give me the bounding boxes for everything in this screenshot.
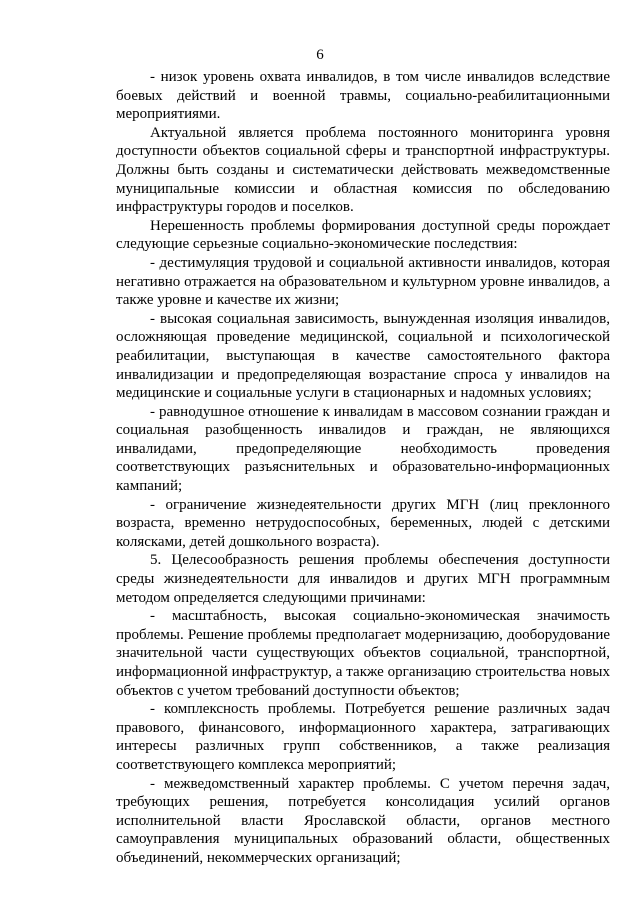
- document-body: [116, 68, 610, 868]
- paragraph-section-5: 5. Целесообразность решения проблемы обеспечения доступности среды жизнедеятельности для инвалидов и других МГН программным методом определяется следующими причинами:: [116, 552, 610, 606]
- paragraph-destimulation: - дестимуляция трудовой и социальной активности инвалидов, которая негативно отражается на образовательном и культурном уровне инвалидов, а также уровне и качестве их жизни;: [116, 254, 610, 309]
- paragraph-indifference: - равнодушное отношение к инвалидам в массовом сознании граждан и социальная разобщенность инвалидов и граждан, не являющихся инвалидами, предопределяющие необходимость проведения соответствующих разъяснительных и образовательно-информационных кампаний;: [116, 403, 610, 495]
- paragraph-scale: - масштабность, высокая социально-экономическая значимость проблемы. Решение проблемы предполагает модернизацию, дооборудование значительной части существующих объектов социальной, транспортной, информационной инфраструктур, а также организацию строительства новых объектов с учетом требований доступности объектов;: [116, 608, 610, 699]
- paragraph-coverage-low: - низок уровень охвата инвалидов, в том числе инвалидов вследствие боевых действий и военной травмы, социально-реабилитационными мероприятиями.: [116, 69, 610, 123]
- page-number: 6: [316, 47, 324, 63]
- paragraph-social-dependence: - высокая социальная зависимость, вынужденная изоляция инвалидов, осложняющая проведение медицинской, социальной и психологической реабилитации, выступающая в качестве самостоятельного фактора инвалидизации и предопределяющая возрастание спроса у инвалидов на медицинские и социальные услуги в стационарных и надомных условиях;: [116, 310, 610, 402]
- paragraph-complexity: - комплексность проблемы. Потребуется решение различных задач правового, финансового, информационного характера, затрагивающих интересы различных групп собственников, а также реализация соответствующего комплекса мероприятий;: [116, 701, 610, 773]
- paragraph-consequences-intro: Нерешенность проблемы формирования доступной среды порождает следующие серьезные социально-экономические последствия:: [116, 217, 610, 253]
- paragraph-limitation: - ограничение жизнедеятельности других МГН (лиц преклонного возраста, временно нетрудоспособных, беременных, людей с детскими колясками, детей дошкольного возраста).: [116, 496, 610, 550]
- paragraph-interagency: - межведомственный характер проблемы. С учетом перечня задач, требующих решения, потребуется консолидация усилий органов исполнительной власти Ярославской области, органов местного самоуправления муниципальных образований области, общественных объединений, некоммерческих организаций;: [116, 775, 610, 866]
- paragraph-monitoring: Актуальной является проблема постоянного мониторинга уровня доступности объектов социальной сферы и транспортной инфраструктуры. Должны быть созданы и систематически действовать межведомственные муниципальные комиссии и областная комиссия по обследованию инфраструктуры городов и поселков.: [116, 124, 610, 216]
